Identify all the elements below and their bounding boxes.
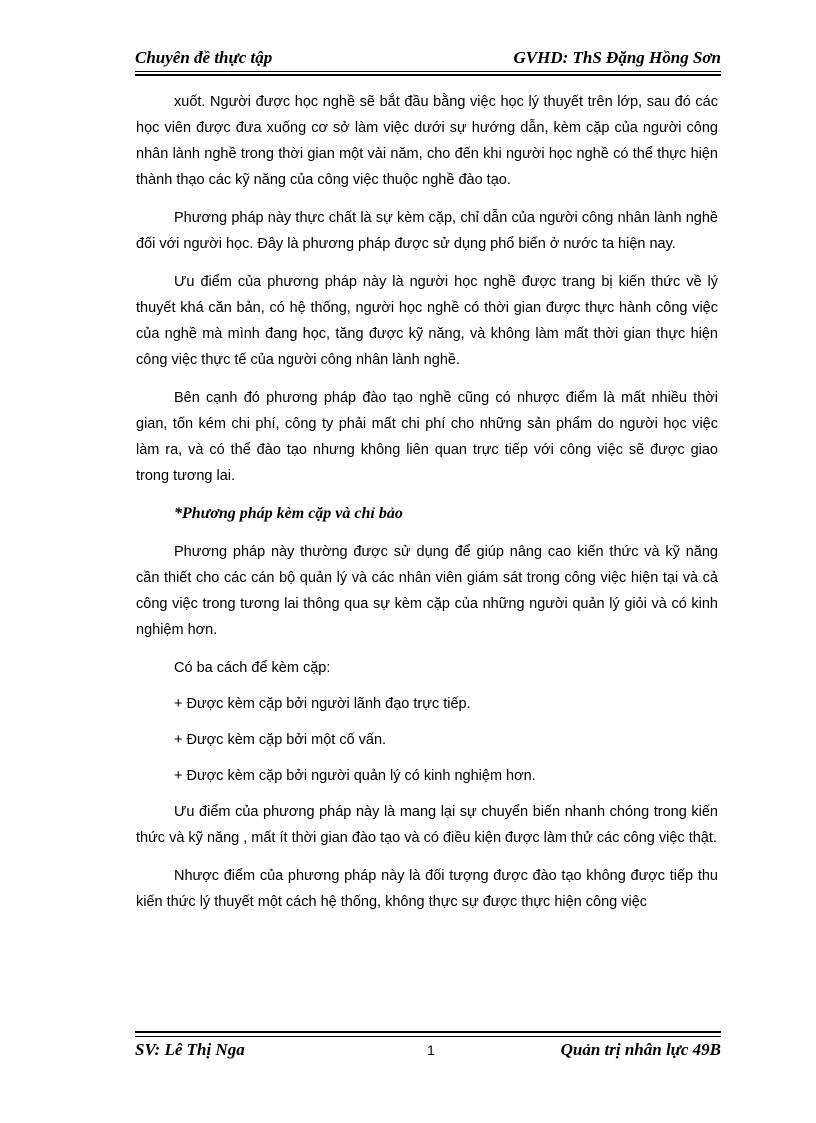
list-item-1: + Được kèm cặp bởi người lãnh đạo trực tiếp. [174, 696, 471, 712]
paragraph-3: Ưu điểm của phương pháp này là người học nghề được trang bị kiến thức về lý thuyết khá căn bản, có hệ thống, người học nghề có thời gian được thực hành công việc của nghề mà mình đang học, tăng được kỹ năng, và không làm mất thời gian thực hiện công việc thực tế của người công nhân lành nghề. [136, 274, 718, 368]
list-item-2: + Được kèm cặp bởi một cố vấn. [174, 732, 387, 748]
section-heading: *Phương pháp kèm cặp và chỉ bảo [174, 505, 403, 522]
header-rule-thin [135, 71, 721, 72]
document-body [136, 89, 718, 927]
footer-class: Quản trị nhân lực 49B [560, 1040, 721, 1059]
header-advisor: GVHD: ThS Đặng Hồng Sơn [513, 48, 721, 67]
footer-student: SV: Lê Thị Nga [135, 1040, 245, 1059]
paragraph-1: xuốt. Người được học nghề sẽ bắt đầu bằng việc học lý thuyết trên lớp, sau đó các học viên được đưa xuống cơ sở làm việc dưới sự hướng dẫn, kèm cặp của người công nhân lành nghề trong thời gian một vài năm, cho đến khi người học nghề có thể thực hiện thành thạo các kỹ năng của công việc thuộc nghề đào tạo. [136, 94, 718, 188]
paragraph-2: Phương pháp này thực chất là sự kèm cặp, chỉ dẫn của người công nhân lành nghề đối với người học. Đây là phương pháp được sử dụng phổ biến ở nước ta hiện nay. [136, 210, 718, 252]
header-rule-thick [135, 74, 721, 76]
paragraph-7: Ưu điểm của phương pháp này là mang lại sự chuyển biến nhanh chóng trong kiến thức và kỹ năng , mất ít thời gian đào tạo và có điều kiện được làm thử các công việc thật. [136, 804, 718, 846]
header-title: Chuyên đề thực tập [135, 48, 273, 67]
page-number: 1 [427, 1042, 435, 1058]
paragraph-5: Phương pháp này thường được sử dụng để giúp nâng cao kiến thức và kỹ năng cần thiết cho các cán bộ quản lý và các nhân viên giám sát trong công việc hiện tại và cả công việc trong tương lai thông qua sự kèm cặp của những người quản lý giỏi và có kinh nghiệm hơn. [136, 544, 718, 638]
footer-rule-thick [135, 1031, 721, 1033]
page-header [135, 44, 721, 74]
paragraph-6: Có ba cách để kèm cặp: [174, 660, 331, 676]
paragraph-4: Bên cạnh đó phương pháp đào tạo nghề cũng có nhược điểm là mất nhiều thời gian, tốn kém chi phí, công ty phải mất chi phí cho những sản phẩm do người học việc làm ra, và có thể đào tạo nhưng không liên quan trực tiếp với công việc sẽ được giao trong tương lai. [136, 390, 718, 484]
list-item-3: + Được kèm cặp bởi người quản lý có kinh nghiệm hơn. [174, 768, 536, 784]
page-footer [135, 1040, 721, 1066]
footer-rule-thin [135, 1036, 721, 1037]
paragraph-8: Nhược điểm của phương pháp này là đối tượng được đào tạo không được tiếp thu kiến thức lý thuyết một cách hệ thống, không thực sự được thực hiện công việc [136, 868, 718, 910]
